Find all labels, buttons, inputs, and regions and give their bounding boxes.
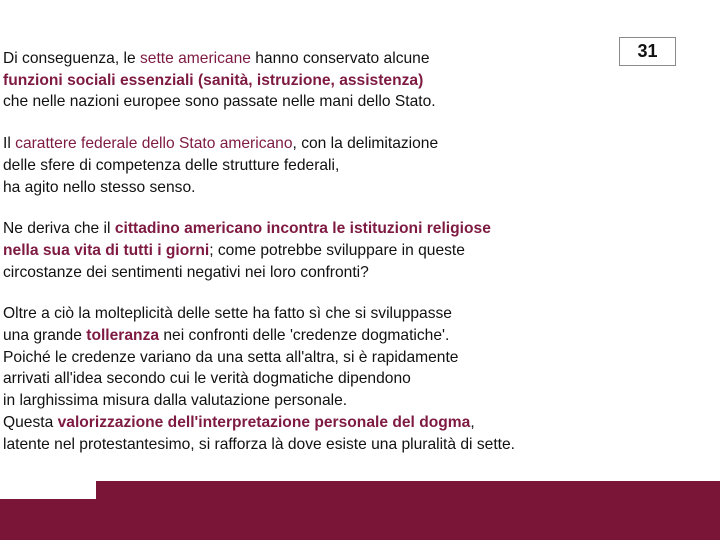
text-segment: Questa	[3, 413, 58, 431]
footer-bar	[0, 481, 720, 540]
text-segment: hanno conservato alcune	[250, 50, 430, 67]
text-segment: Di conseguenza, le	[3, 50, 140, 67]
text-segment: una grande	[3, 327, 87, 345]
text-line	[3, 240, 613, 262]
paragraph	[3, 48, 613, 113]
highlighted-text: funzioni sociali essenziali (sanità, istruzione, assistenza)	[3, 71, 424, 89]
highlighted-text: sette americane	[139, 50, 251, 67]
paragraph	[3, 303, 613, 455]
text-line	[3, 133, 613, 155]
text-line	[3, 91, 613, 113]
highlighted-text: nella sua vita di tutti i giorni	[3, 241, 210, 259]
text-line	[3, 48, 613, 70]
text-line	[3, 434, 613, 456]
paragraph	[3, 218, 613, 283]
text-segment: Poiché le credenze variano da una setta all'altra, si è rapidamente	[3, 348, 459, 366]
text-segment: in larghissima misura dalla valutazione personale.	[3, 392, 348, 410]
text-segment: che nelle nazioni europee sono passate nelle mani dello Stato.	[3, 93, 436, 111]
highlighted-text: cittadino americano incontra le istituzioni religiose	[114, 220, 491, 238]
text-line	[3, 303, 613, 325]
text-segment: Ne deriva che il	[3, 220, 115, 238]
text-segment: delle sfere di competenza delle strutture federali,	[3, 156, 340, 174]
text-line	[3, 70, 613, 92]
text-segment: circostanze dei sentimenti negativi nei loro confronti?	[3, 263, 369, 281]
text-line	[3, 177, 613, 199]
text-line	[3, 390, 613, 412]
highlighted-text: tolleranza	[86, 327, 160, 345]
text-segment: ha agito nello stesso senso.	[3, 178, 196, 196]
text-segment: arrivati all'idea secondo cui le verità dogmatiche dipendono	[3, 370, 411, 388]
slide-body	[3, 48, 613, 475]
paragraph	[3, 133, 613, 198]
text-segment: nei confronti delle 'credenze dogmatiche'.	[159, 327, 450, 345]
text-line	[3, 218, 613, 240]
text-segment: Il	[3, 135, 16, 153]
text-segment: , con la delimitazione	[292, 135, 439, 153]
slide-number: 31	[619, 37, 676, 66]
highlighted-text: carattere federale dello Stato americano	[15, 135, 293, 153]
footer-notch	[0, 481, 96, 499]
text-line	[3, 155, 613, 177]
text-line	[3, 262, 613, 284]
text-segment: latente nel protestantesimo, si rafforza là dove esiste una pluralità di sette.	[3, 435, 515, 453]
text-line	[3, 347, 613, 369]
text-line	[3, 412, 613, 434]
text-segment: Oltre a ciò la molteplicità delle sette ha fatto sì che si sviluppasse	[3, 305, 452, 323]
highlighted-text: valorizzazione dell'interpretazione personale del dogma	[57, 413, 471, 431]
text-line	[3, 368, 613, 390]
text-segment: ,	[470, 413, 475, 431]
text-line	[3, 325, 613, 347]
text-segment: ; come potrebbe sviluppare in queste	[209, 241, 465, 259]
